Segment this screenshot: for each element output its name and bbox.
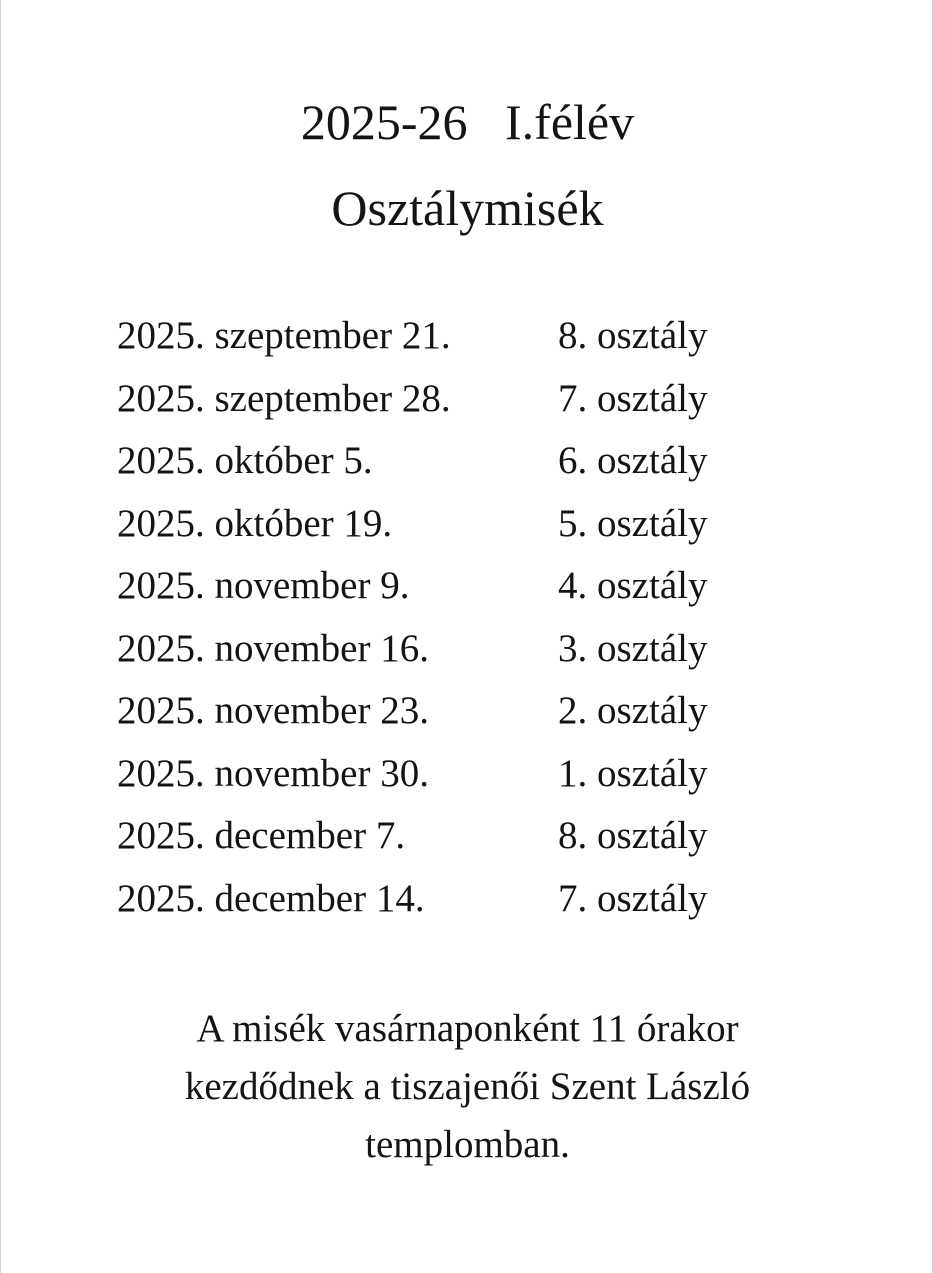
schedule-row [117,812,837,875]
schedule-row [117,437,837,500]
schedule-row [117,562,837,625]
schedule-date: 2025. november 16. [117,626,429,670]
semester-title: 2025-26 I.félév [300,94,635,150]
schedule-date: 2025. október 5. [117,439,373,482]
schedule-date: 2025. november 30. [117,751,429,795]
schedule-date: 2025. december 7. [117,814,406,857]
schedule-class: 3. osztály [558,626,708,670]
schedule-row [117,687,837,750]
schedule-date: 2025. november 23. [117,689,429,732]
schedule-row [117,875,837,938]
schedule-class: 5. osztály [558,501,708,545]
schedule-class: 7. osztály [558,876,708,920]
note-line-2: kezdődnek a tiszajenői Szent László [184,1065,751,1108]
schedule-date: 2025. szeptember 28. [117,376,451,420]
schedule-row [117,750,837,813]
schedule-row [117,625,837,688]
note-line-3: templomban. [365,1123,570,1166]
schedule-class: 6. osztály [558,439,708,482]
schedule-class: 8. osztály [558,814,708,857]
note-line-1: A misék vasárnaponként 11 órakor [196,1007,739,1050]
schedule-row [117,375,837,438]
schedule-row [117,312,837,375]
schedule-class: 7. osztály [558,376,708,420]
schedule-date: 2025. december 14. [117,876,425,920]
schedule-class: 8. osztály [558,314,708,357]
schedule-date: 2025. október 19. [117,501,393,545]
schedule-class: 4. osztály [558,564,708,607]
schedule-class: 2. osztály [558,689,708,732]
schedule-date: 2025. szeptember 21. [117,314,451,357]
schedule-class: 1. osztály [558,751,708,795]
document-title: Osztálymisék [331,180,604,236]
schedule-row [117,500,837,563]
mass-schedule-list [117,312,837,937]
schedule-date: 2025. november 9. [117,564,410,607]
mass-time-note [101,1000,834,1174]
